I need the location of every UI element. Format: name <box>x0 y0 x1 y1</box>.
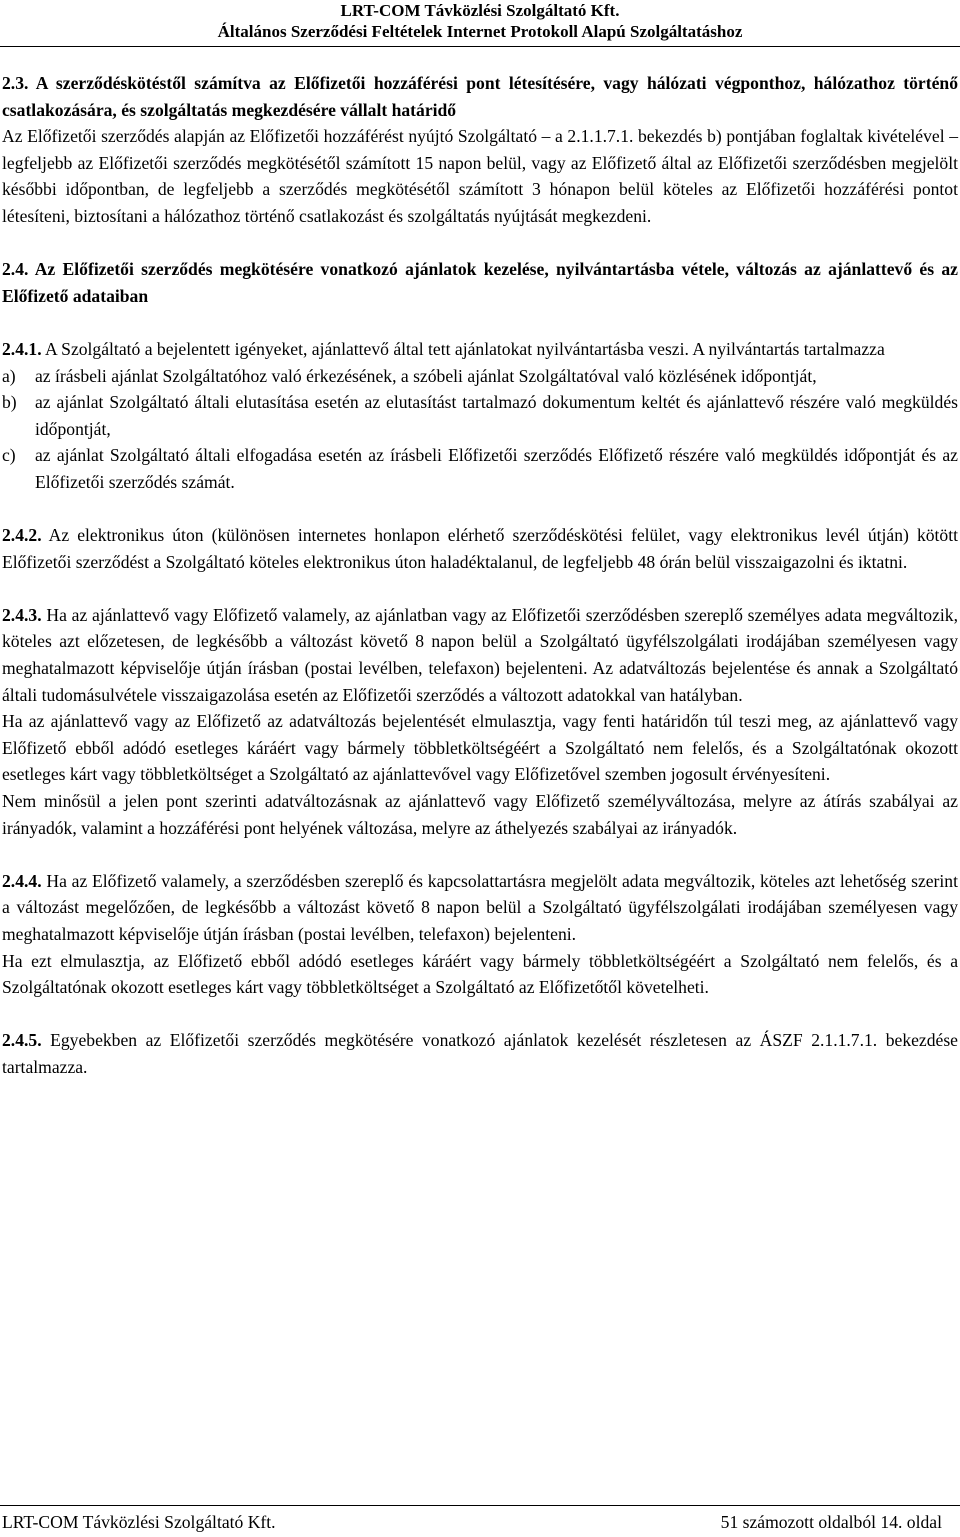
section-2-4-heading: 2.4. Az Előfizetői szerződés megkötésére vonatkozó ajánlatok kezelése, nyilvántartásba vétele, változás az ajánlattevő és az Előfizető adataiban <box>2 259 958 306</box>
section-number: 2.4.3. <box>2 604 42 625</box>
header-doc-title: Általános Szerződési Feltételek Internet Protokoll Alapú Szolgáltatáshoz <box>217 22 743 41</box>
list-marker: c) <box>2 445 16 466</box>
section-2-4-3-paragraph-3: Nem minősül a jelen pont szerinti adatváltozásnak az ajánlattevő vagy Előfizető személyváltozása, melyre az átírás szabályai az irányadók, valamint a hozzáférési pont helyének változása, melyre az áthelyezés szabályai az irányadók. <box>2 791 958 838</box>
section-2-3-heading: 2.3. A szerződéskötéstől számítva az Előfizetői hozzáférési pont létesítésére, vagy hálózati végponthoz, hálózathoz történő csatlakozására, és szolgáltatás megkezdésére vállalt határidő <box>2 73 958 120</box>
footer-company: LRT-COM Távközlési Szolgáltató Kft. <box>2 1512 276 1532</box>
list-text: az ajánlat Szolgáltató általi elutasítása esetén az elutasítást tartalmazó dokumentum keltét és ajánlattevő részére való megküldés időpontját, <box>35 392 958 439</box>
list-marker: b) <box>2 392 17 413</box>
list-item <box>2 442 958 495</box>
section-2-4-3-paragraph-2: Ha az ajánlattevő vagy az Előfizető az adatváltozás bejelentését elmulasztja, vagy fenti határidőn túl teszi meg, az ajánlattevő vagy Előfizető ebből adódó esetleges káráért vagy bármely többletköltségéért a Szolgáltató nem felelős, és a Szolgáltatónak okozott esetleges kárt vagy többletköltséget a Szolgáltató az ajánlattevővel vagy Előfizetővel szemben jogosult érvényesíteni. <box>2 711 958 785</box>
footer-page-number: 51 számozott oldalból 14. oldal <box>720 1512 942 1532</box>
section-2-4-3 <box>2 602 958 708</box>
list-item <box>2 389 958 442</box>
section-number: 2.4.5. <box>2 1030 42 1051</box>
section-number: 2.4.4. <box>2 870 42 891</box>
section-text: Az elektronikus úton (különösen internetes honlapon elérhető szerződéskötési felület, vagy elektronikus levél útján) kötött Előfizetői szerződést a Szolgáltató köteles elektronikus úton haladéktalanul, de legfeljebb 48 órán belül visszaigazolni és iktatni. <box>2 525 958 572</box>
section-2-4-5 <box>2 1027 958 1080</box>
section-2-4-4-paragraph-2: Ha ezt elmulasztja, az Előfizető ebből adódó esetleges káráért vagy bármely többletköltségéért a Szolgáltató nem felelős, és a Szolgáltatónak okozott esetleges kárt vagy többletköltséget a Szolgáltató az Előfizetőtől követelheti. <box>2 950 958 998</box>
section-2-4-2 <box>2 522 958 575</box>
section-number: 2.4.2. <box>2 525 42 546</box>
section-2-4-1 <box>2 336 958 363</box>
section-text: Egyebekben az Előfizetői szerződés megkötésére vonatkozó ajánlatok kezelését részletesen az ÁSZF 2.1.1.7.1. bekezdése tartalmazza. <box>2 1030 958 1077</box>
list-text: az ajánlat Szolgáltató általi elfogadása esetén az írásbeli Előfizetői szerződés Előfizető részére való megküldés időpontját és az Előfizetői szerződés számát. <box>35 445 958 492</box>
section-2-3-body: Az Előfizetői szerződés alapján az Előfizetői hozzáférést nyújtó Szolgáltató – a 2.1.1.7.1. bekezdés b) pontjában foglaltak kivételével – legfeljebb az Előfizetői szerződés megkötésétől számított 15 napon belül, vagy az Előfizető által az Előfizetői szerződésben megjelölt későbbi időpontban, de legfeljebb a szerződés megkötésétől számított 3 hónapon belül köteles az Előfizetői hozzáférési pontot létesíteni, biztosítani a hálózathoz történő csatlakozást és szolgáltatás nyújtását megkezdeni. <box>2 126 958 226</box>
footer-rule <box>0 1505 960 1506</box>
list-marker: a) <box>2 365 16 386</box>
section-number: 2.4.1. <box>2 338 42 359</box>
document-body <box>2 70 958 1081</box>
page-header <box>0 0 960 42</box>
section-2-4-4 <box>2 868 958 948</box>
header-rule <box>0 46 960 47</box>
list-text: az írásbeli ajánlat Szolgáltatóhoz való érkezésének, a szóbeli ajánlat Szolgáltatóval való közlésének időpontját, <box>35 365 817 386</box>
page-footer <box>0 1505 960 1537</box>
section-text: A Szolgáltató a bejelentett igényeket, ajánlattevő által tett ajánlatokat nyilvántartásba veszi. A nyilvántartás tartalmazza <box>41 338 885 359</box>
section-text: Ha az Előfizető valamely, a szerződésben szereplő és kapcsolattartásra megjelölt adata megváltozik, köteles azt lehetőség szerint a változást megelőzően, de legkésőbb a változást követő 8 napon belül a Szolgáltató ügyfélszolgálati irodájában személyesen vagy meghatalmazott képviselője útján írásban (postai levélben, telefaxon) bejelenteni. <box>2 870 958 944</box>
section-text: Ha az ajánlattevő vagy Előfizető valamely, az ajánlatban vagy az Előfizetői szerződésben szereplő személyes adata megváltozik, köteles azt előzetesen, de legkésőbb a változást követő 8 napon belül a Szolgáltató ügyfélszolgálati irodájában személyesen vagy meghatalmazott képviselője útján írásban (postai levélben, telefaxon) bejelenteni. Az adatváltozás bejelentése és annak a Szolgáltató általi tudomásulvétele visszaigazolása esetén az Előfizetői szerződés a változott adatokkal van hatályban. <box>2 604 958 705</box>
list-item <box>2 363 958 390</box>
header-company: LRT-COM Távközlési Szolgáltató Kft. <box>340 1 620 20</box>
